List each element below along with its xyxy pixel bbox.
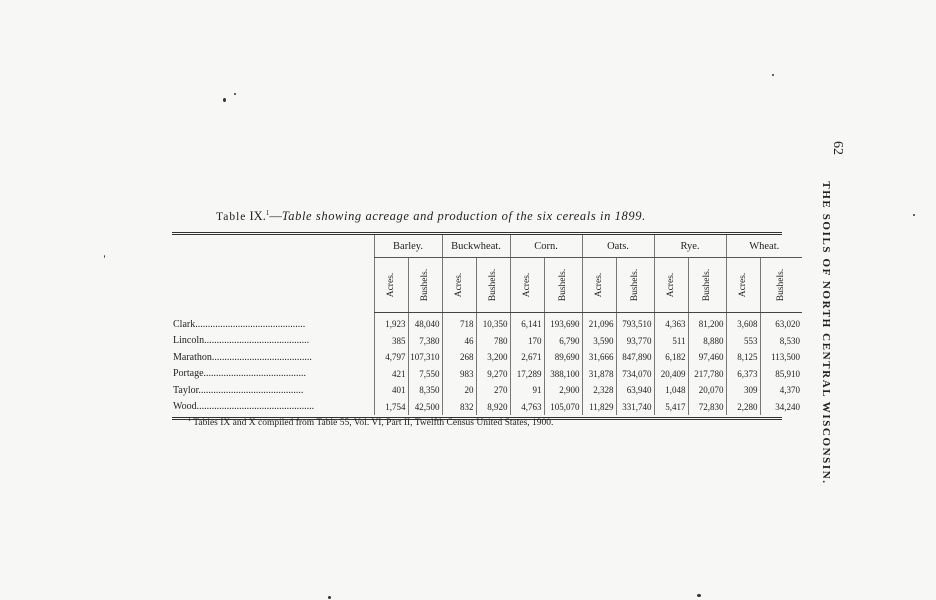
value-cell: 21,096 — [582, 313, 616, 333]
county-name-cell — [172, 349, 374, 366]
footnote-marker: 1 — [188, 417, 191, 423]
caption-label: Table — [216, 211, 247, 224]
scan-speck — [223, 98, 226, 102]
value-cell: 1,923 — [374, 313, 408, 333]
county-name-cell — [172, 313, 374, 333]
value-cell: 388,100 — [544, 366, 582, 383]
value-cell: 4,763 — [510, 399, 544, 416]
value-cell: 8,920 — [476, 399, 510, 416]
value-cell: 401 — [374, 382, 408, 399]
caption-footnote-marker: 1 — [265, 209, 270, 217]
value-cell: 6,373 — [726, 366, 760, 383]
value-cell: 309 — [726, 382, 760, 399]
value-cell: 2,671 — [510, 349, 544, 366]
county-name-cell — [172, 382, 374, 399]
value-cell: 9,270 — [476, 366, 510, 383]
cereals-table — [172, 235, 802, 415]
county-name: Wood — [173, 401, 197, 413]
value-cell: 2,900 — [544, 382, 582, 399]
cereal-header: Oats. — [582, 235, 654, 258]
value-cell: 193,690 — [544, 313, 582, 333]
unit-header: Bushels. — [544, 258, 582, 313]
value-cell: 511 — [654, 333, 688, 350]
value-cell: 4,370 — [760, 382, 802, 399]
leader-dots: ........................................ — [211, 351, 312, 363]
value-cell: 6,790 — [544, 333, 582, 350]
value-cell: 11,829 — [582, 399, 616, 416]
footnote — [188, 417, 553, 428]
unit-header: Acres. — [654, 258, 688, 313]
value-cell: 7,550 — [408, 366, 442, 383]
value-cell: 8,880 — [688, 333, 726, 350]
page-number: 62 — [830, 141, 845, 155]
value-cell: 31,666 — [582, 349, 616, 366]
value-cell: 46 — [442, 333, 476, 350]
scan-speck — [328, 596, 331, 599]
unit-header: Acres. — [582, 258, 616, 313]
table-caption — [216, 209, 646, 224]
leader-dots: .......................................... — [198, 384, 304, 396]
leader-dots: ............................................ — [195, 318, 306, 330]
value-cell: 780 — [476, 333, 510, 350]
value-cell: 63,940 — [616, 382, 654, 399]
scan-speck — [234, 93, 236, 95]
value-cell: 2,328 — [582, 382, 616, 399]
value-cell: 385 — [374, 333, 408, 350]
cereals-table-wrapper — [172, 232, 800, 420]
leader-dots: ............................................... — [196, 401, 315, 413]
value-cell: 268 — [442, 349, 476, 366]
value-cell: 91 — [510, 382, 544, 399]
value-cell: 8,350 — [408, 382, 442, 399]
value-cell: 1,048 — [654, 382, 688, 399]
unit-header: Bushels. — [476, 258, 510, 313]
value-cell: 72,830 — [688, 399, 726, 416]
county-name-cell — [172, 333, 374, 350]
value-cell: 20,070 — [688, 382, 726, 399]
value-cell: 331,740 — [616, 399, 654, 416]
leader-dots: ......................................... — [203, 368, 307, 380]
caption-number: IX. — [249, 209, 266, 224]
table-row — [172, 399, 802, 416]
value-cell: 89,690 — [544, 349, 582, 366]
unit-header: Bushels. — [760, 258, 802, 313]
unit-header: Acres. — [374, 258, 408, 313]
county-name-cell — [172, 399, 374, 416]
county-header — [172, 235, 374, 313]
table-body — [172, 313, 802, 416]
value-cell: 4,363 — [654, 313, 688, 333]
value-cell: 93,770 — [616, 333, 654, 350]
value-cell: 34,240 — [760, 399, 802, 416]
value-cell: 5,417 — [654, 399, 688, 416]
value-cell: 20 — [442, 382, 476, 399]
value-cell: 1,754 — [374, 399, 408, 416]
scan-speck — [697, 594, 701, 597]
county-name: Portage — [173, 368, 204, 380]
value-cell: 3,200 — [476, 349, 510, 366]
value-cell: 31,878 — [582, 366, 616, 383]
value-cell: 832 — [442, 399, 476, 416]
table-row — [172, 382, 802, 399]
value-cell: 170 — [510, 333, 544, 350]
value-cell: 217,780 — [688, 366, 726, 383]
value-cell: 847,890 — [616, 349, 654, 366]
county-name: Lincoln — [173, 335, 205, 347]
value-cell: 17,289 — [510, 366, 544, 383]
unit-header: Acres. — [726, 258, 760, 313]
caption-text: Table showing acreage and production of the six cereals in 1899. — [281, 209, 646, 224]
county-name: Taylor — [173, 384, 199, 396]
value-cell: 105,070 — [544, 399, 582, 416]
value-cell: 553 — [726, 333, 760, 350]
value-cell: 421 — [374, 366, 408, 383]
value-cell: 8,530 — [760, 333, 802, 350]
value-cell: 734,070 — [616, 366, 654, 383]
unit-header: Acres. — [442, 258, 476, 313]
value-cell: 48,040 — [408, 313, 442, 333]
running-head: THE SOILS OF NORTH CENTRAL WISCONSIN. — [820, 181, 832, 485]
value-cell: 3,590 — [582, 333, 616, 350]
value-cell: 10,350 — [476, 313, 510, 333]
unit-header: Bushels. — [688, 258, 726, 313]
footnote-text: Tables IX and X compiled from Table 55, Vol. VI, Part II, Twelfth Census United States, 1900. — [193, 418, 554, 429]
table-row — [172, 366, 802, 383]
scan-speck — [104, 255, 105, 258]
cereal-header-row — [172, 235, 802, 258]
scan-speck — [772, 74, 774, 76]
value-cell: 4,797 — [374, 349, 408, 366]
cereal-header: Wheat. — [726, 235, 802, 258]
table-row — [172, 333, 802, 350]
leader-dots: .......................................... — [204, 335, 310, 347]
value-cell: 793,510 — [616, 313, 654, 333]
table-row — [172, 349, 802, 366]
value-cell: 63,020 — [760, 313, 802, 333]
value-cell: 81,200 — [688, 313, 726, 333]
scan-speck — [913, 214, 915, 216]
value-cell: 718 — [442, 313, 476, 333]
unit-header: Bushels. — [616, 258, 654, 313]
value-cell: 107,310 — [408, 349, 442, 366]
value-cell: 20,409 — [654, 366, 688, 383]
county-name: Marathon — [173, 351, 212, 363]
value-cell: 97,460 — [688, 349, 726, 366]
value-cell: 2,280 — [726, 399, 760, 416]
cereal-header: Corn. — [510, 235, 582, 258]
unit-header: Acres. — [510, 258, 544, 313]
value-cell: 8,125 — [726, 349, 760, 366]
value-cell: 85,910 — [760, 366, 802, 383]
county-name-cell — [172, 366, 374, 383]
value-cell: 6,141 — [510, 313, 544, 333]
value-cell: 42,500 — [408, 399, 442, 416]
value-cell: 3,608 — [726, 313, 760, 333]
value-cell: 7,380 — [408, 333, 442, 350]
table-row — [172, 313, 802, 333]
county-name: Clark — [173, 318, 196, 330]
value-cell: 983 — [442, 366, 476, 383]
cereal-header: Barley. — [374, 235, 442, 258]
value-cell: 6,182 — [654, 349, 688, 366]
cereal-header: Buckwheat. — [442, 235, 510, 258]
cereal-header: Rye. — [654, 235, 726, 258]
value-cell: 270 — [476, 382, 510, 399]
caption-dash: — — [269, 209, 282, 224]
value-cell: 113,500 — [760, 349, 802, 366]
unit-header: Bushels. — [408, 258, 442, 313]
